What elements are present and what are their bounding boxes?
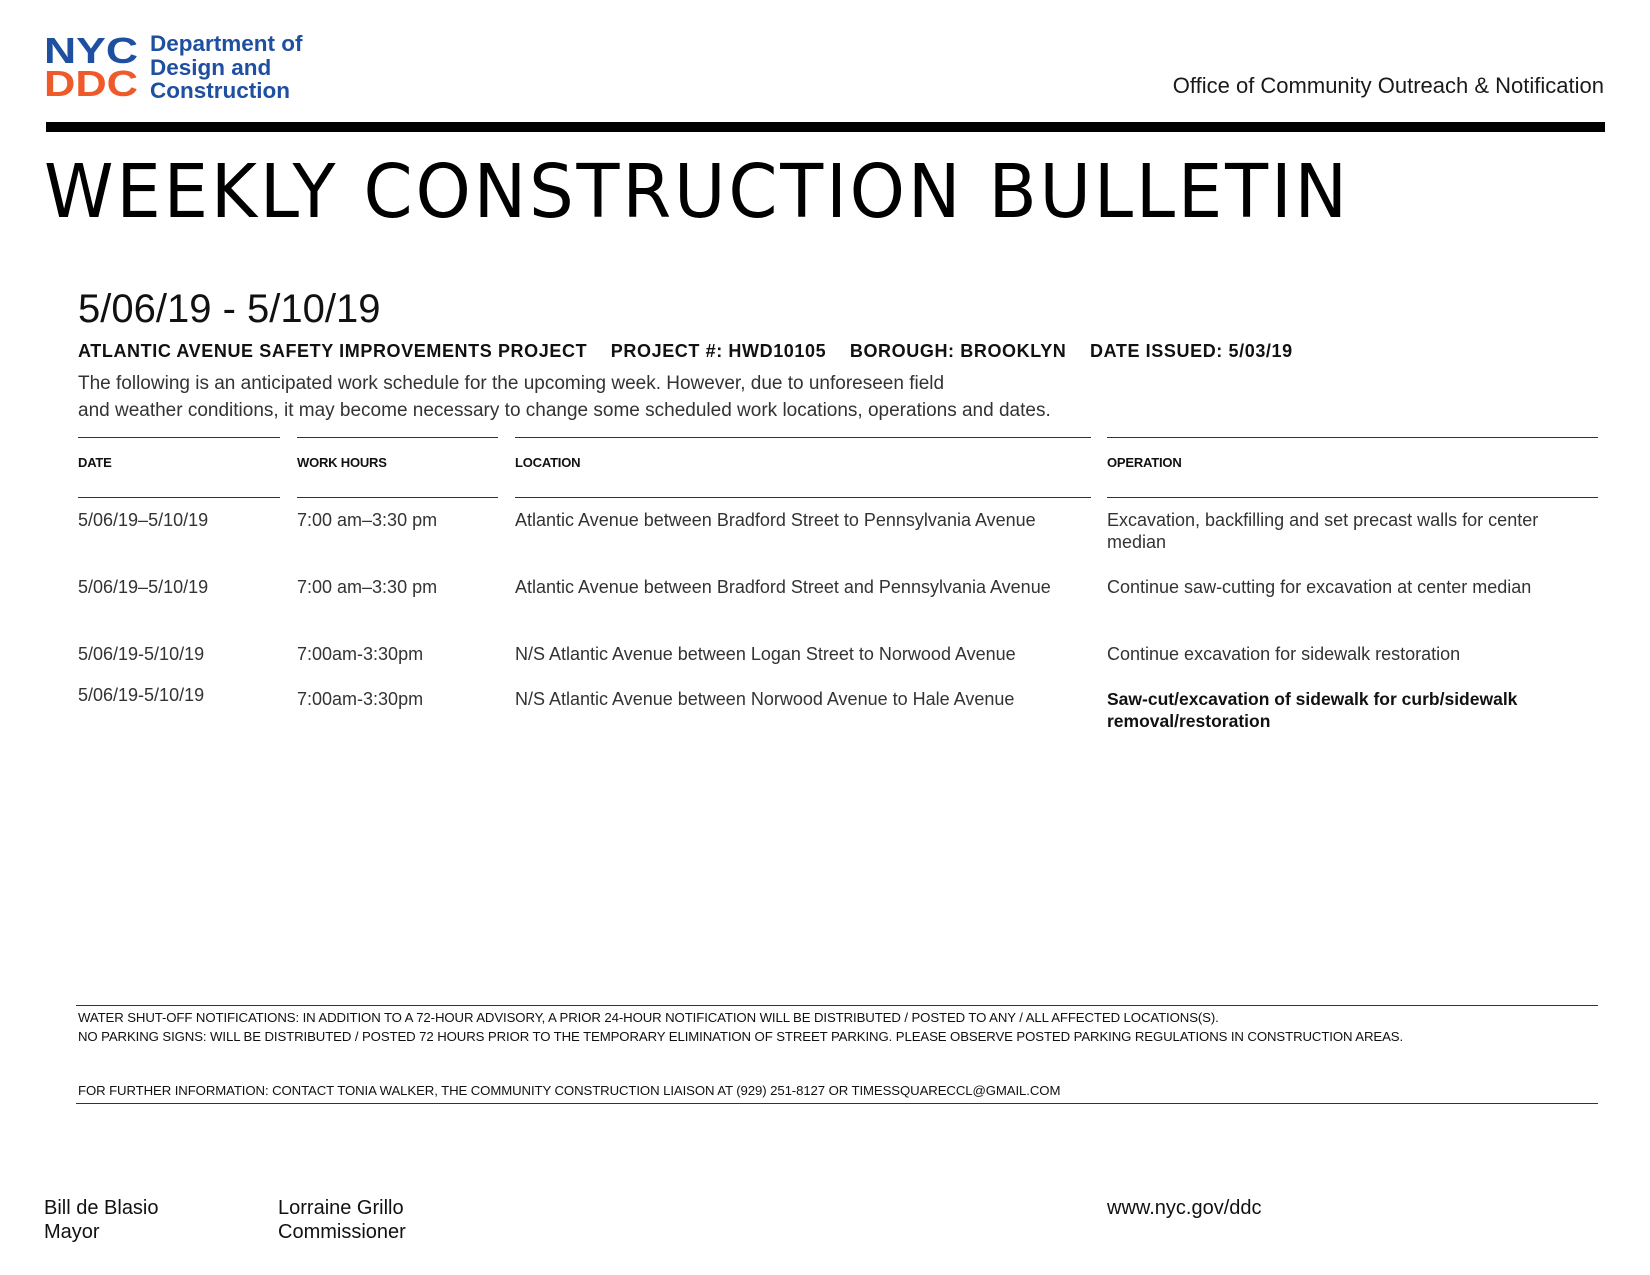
notes-divider [76,1103,1598,1104]
intro-line: The following is an anticipated work schedule for the upcoming week. However, due to unforeseen field [78,373,945,394]
header-rule [1107,497,1598,498]
cell-location: N/S Atlantic Avenue between Norwood Avenue to Hale Avenue [515,689,1015,709]
project-info [78,341,1311,362]
cell-work-hours: 7:00 am–3:30 pm [297,577,438,597]
logo-text [150,32,303,103]
project-borough: BOROUGH: BROOKLYN [849,341,1067,361]
cell-work-hours: 7:00 am–3:30 pm [297,510,438,530]
commissioner-name: Lorraine Grillo [278,1197,404,1219]
column-header-operation: OPERATION [1107,455,1182,470]
mayor-title: Mayor [44,1221,100,1243]
header-divider [46,122,1605,132]
header-rule [515,497,1091,498]
mayor-block [44,1196,159,1244]
commissioner-title: Commissioner [278,1221,406,1243]
office-name: Office of Community Outreach & Notification [1172,73,1604,98]
no-parking-note: NO PARKING SIGNS: WILL BE DISTRIBUTED / POSTED 72 HOURS PRIOR TO THE TEMPORARY ELIMINATION OF STREET PARKING. PLEASE OBSERVE POSTED PARKING REGULATIONS IN CONSTRUCTION AREAS. [78,1029,1404,1044]
cell-work-hours: 7:00am-3:30pm [297,644,424,664]
column-header-work-hours: WORK HOURS [297,455,387,470]
logo-line: Department of [150,31,303,56]
column-header-date: DATE [78,455,112,470]
logo-mark-bottom: DDC [44,63,138,98]
website-link[interactable]: www.nyc.gov/ddc [1107,1197,1262,1219]
cell-location: Atlantic Avenue between Bradford Street and Pennsylvania Avenue [515,577,1051,597]
header-rule [78,437,280,438]
cell-operation: Continue saw-cutting for excavation at center median [1107,577,1532,597]
project-number: PROJECT #: HWD10105 [610,341,827,361]
cell-operation: Continue excavation for sidewalk restoration [1107,644,1461,664]
logo-mark-top: NYC [44,32,138,71]
cell-date: 5/06/19–5/10/19 [78,577,209,597]
logo-line: Design and [150,54,272,80]
notes-divider [76,1005,1598,1006]
nyc-ddc-logo-mark [44,32,140,98]
cell-date: 5/06/19-5/10/19 [78,644,205,664]
intro-paragraph [78,370,1051,424]
cell-date: 5/06/19–5/10/19 [78,510,209,530]
logo-line: Construction [150,78,290,103]
date-range: 5/06/19 - 5/10/19 [78,287,381,331]
cell-work-hours: 7:00am-3:30pm [297,689,424,709]
cell-location: Atlantic Avenue between Bradford Street to Pennsylvania Avenue [515,510,1036,530]
commissioner-block [278,1196,406,1244]
header-rule [297,497,498,498]
header-rule [78,497,280,498]
project-date-issued: DATE ISSUED: 5/03/19 [1090,341,1293,361]
cell-operation: Excavation, backfilling and set precast walls for center median [1107,510,1539,552]
cell-date: 5/06/19-5/10/19 [78,685,205,705]
header-rule [297,437,498,438]
water-shutoff-note: WATER SHUT-OFF NOTIFICATIONS: IN ADDITION TO A 72-HOUR ADVISORY, A PRIOR 24-HOUR NOTIFICATION WILL BE DISTRIBUTED / POSTED TO ANY / ALL AFFECTED LOCATIONS(S). [78,1010,1219,1025]
further-info-note: FOR FURTHER INFORMATION: CONTACT TONIA WALKER, THE COMMUNITY CONSTRUCTION LIAISON AT (929) 251-8127 OR TIMESSQUARECCL@GMAIL.COM [78,1083,1061,1098]
page-title: WEEKLY CONSTRUCTION BULLETIN [44,149,1350,235]
cell-operation: Saw-cut/excavation of sidewalk for curb/sidewalk removal/restoration [1107,689,1518,731]
header-rule [515,437,1091,438]
header-rule [1107,437,1598,438]
intro-line: and weather conditions, it may become necessary to change some scheduled work locations, operations and dates. [78,400,1051,421]
column-header-location: LOCATION [515,455,581,470]
ddc-logo [44,32,324,102]
notes-block [78,1008,1578,1046]
mayor-name: Bill de Blasio [44,1197,159,1219]
project-name: ATLANTIC AVENUE SAFETY IMPROVEMENTS PROJECT [78,341,588,361]
cell-location: N/S Atlantic Avenue between Logan Street to Norwood Avenue [515,644,1016,664]
